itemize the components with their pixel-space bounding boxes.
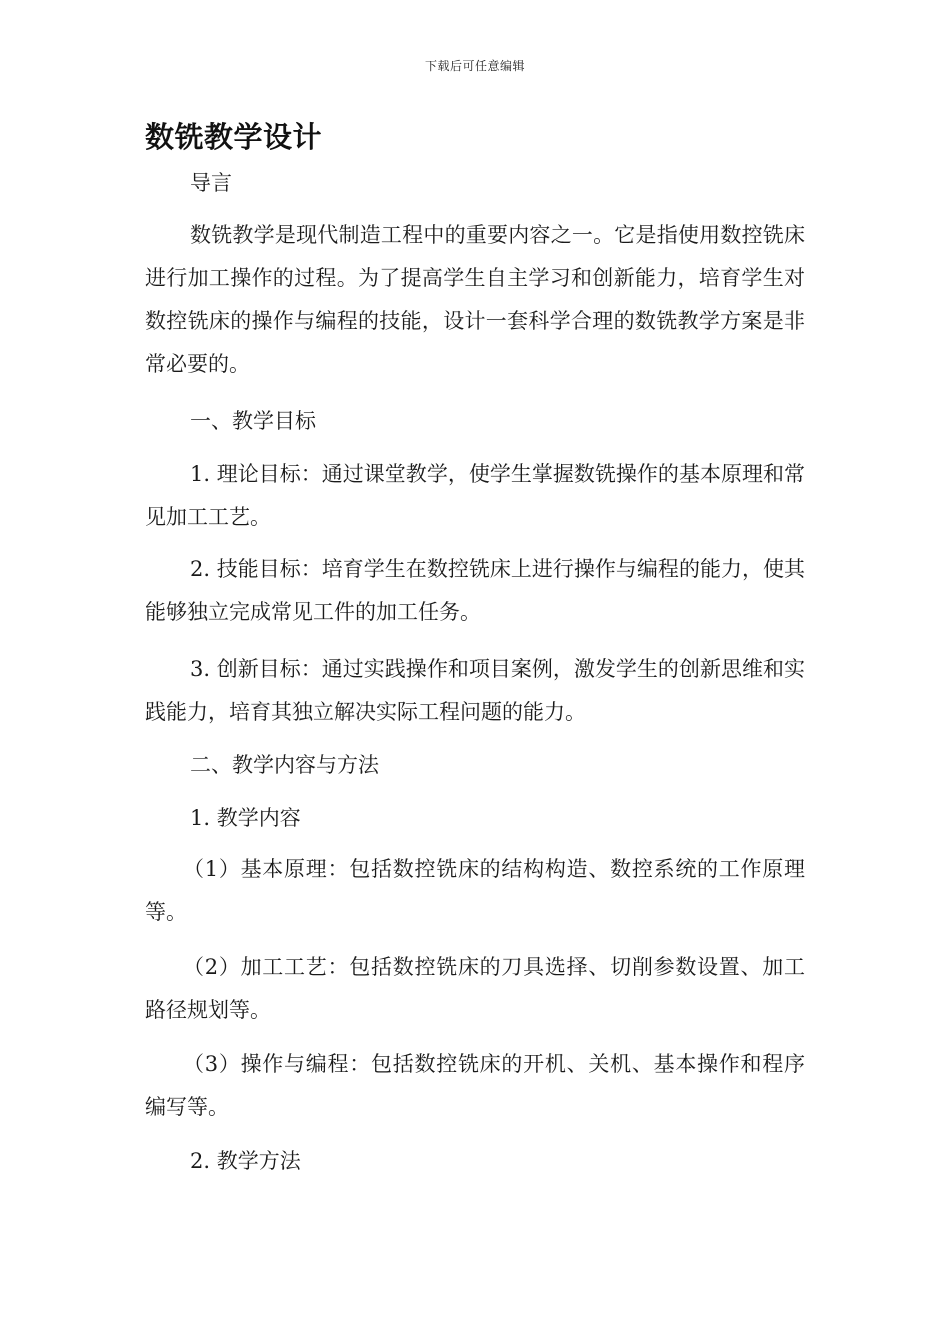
content-item-operation: （3）操作与编程：包括数控铣床的开机、关机、基本操作和程序编写等。: [145, 1052, 805, 1119]
intro-heading: 导言: [190, 171, 232, 195]
method-heading: 2. 教学方法: [190, 1149, 301, 1173]
content-item-process: （2）加工工艺：包括数控铣床的刀具选择、切削参数设置、加工路径规划等。: [145, 955, 805, 1022]
goal-innovation: 3. 创新目标：通过实践操作和项目案例，激发学生的创新思维和实践能力，培育其独立解决实际工程问题的能力。: [145, 657, 805, 724]
section2-heading: 二、教学内容与方法: [190, 753, 379, 777]
header-note: 下载后可任意编辑: [424, 59, 525, 73]
content-heading: 1. 教学内容: [190, 806, 301, 830]
document-title: 数铣教学设计: [145, 120, 323, 154]
content-item-principles: （1）基本原理：包括数控铣床的结构构造、数控系统的工作原理等。: [145, 857, 805, 924]
goal-theory: 1. 理论目标：通过课堂教学，使学生掌握数铣操作的基本原理和常见加工工艺。: [145, 462, 805, 529]
goal-skill: 2. 技能目标：培育学生在数控铣床上进行操作与编程的能力，使其能够独立完成常见工件的加工任务。: [145, 557, 805, 624]
section1-heading: 一、教学目标: [190, 409, 316, 433]
intro-paragraph: 数铣教学是现代制造工程中的重要内容之一。它是指使用数控铣床进行加工操作的过程。为了提高学生自主学习和创新能力，培育学生对数控铣床的操作与编程的技能，设计一套科学合理的数铣教学方案是非常必要的。: [145, 223, 805, 376]
